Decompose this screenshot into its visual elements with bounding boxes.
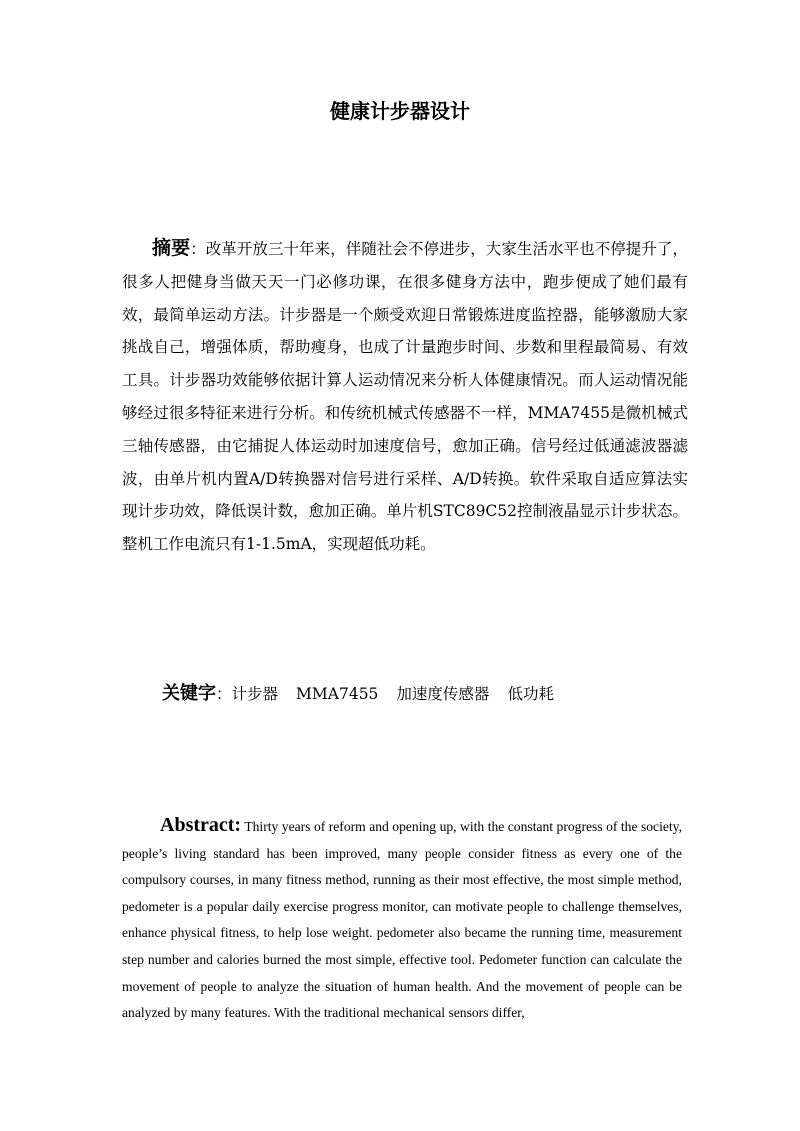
keywords-colon: ： — [216, 685, 232, 703]
chinese-abstract-body: 改革开放三十年来，伴随社会不停进步，大家生活水平也不停提升了，很多人把健身当做天天一门必修功课，在很多健身方法中，跑步便成了她们最有效，最简单运动方法。计步器是一个颇受欢迎日常锻炼进度监控器，能够激励大家挑战自己，增强体质，帮助瘦身，也成了计量跑步时间、步数和里程最简易、有效工具。计步器功效能够依据计算人运动情况来分析人体健康情况。而人运动情况能够经过很多特征来进行分析。和传统机械式传感器不一样，MMA7455是微机械式三轴传感器，由它捕捉人体运动时加速度信号，愈加正确。信号经过低通滤波器滤波，由单片机内置A/D转换器对信号进行采样、A/D转换。软件采取自适应算法实现计步功效，降低误计数，愈加正确。单片机STC89C52控制液晶显示计步状态。整机工作电流只有1-1.5mA，实现超低功耗。 — [122, 240, 688, 554]
english-abstract — [122, 812, 682, 1027]
english-abstract-body: Thirty years of reform and opening up, with the constant progress of the society, people’s living standard has been improved, many people consider fitness as every one of the compulsory courses, in many fitness method, running as their most effective, the most simple method, pedometer is a popular daily exercise progress monitor, can motivate people to challenge themselves, enhance physical fitness, to help lose weight. pedometer also became the running time, measurement step number and calories burned the most simple, effective tool. Pedometer function can calculate the movement of people to analyze the situation of human health. And the movement of people can be analyzed by many features. With the traditional mechanical sensors differ, — [122, 819, 682, 1021]
keyword-item: 加速度传感器 — [396, 685, 490, 703]
chinese-abstract-colon: ： — [190, 240, 206, 258]
chinese-abstract — [122, 232, 688, 561]
document-title: 健康计步器设计 — [330, 99, 470, 123]
chinese-abstract-lead — [122, 237, 206, 259]
english-abstract-label: Abstract: — [160, 814, 242, 836]
keywords-label: 关键字 — [162, 683, 216, 704]
keyword-item: 计步器 — [231, 685, 279, 703]
keywords-line — [162, 680, 682, 708]
chinese-abstract-label: 摘要 — [152, 237, 191, 259]
keyword-item: 低功耗 — [507, 685, 554, 703]
keyword-item: MMA7455 — [296, 685, 379, 703]
